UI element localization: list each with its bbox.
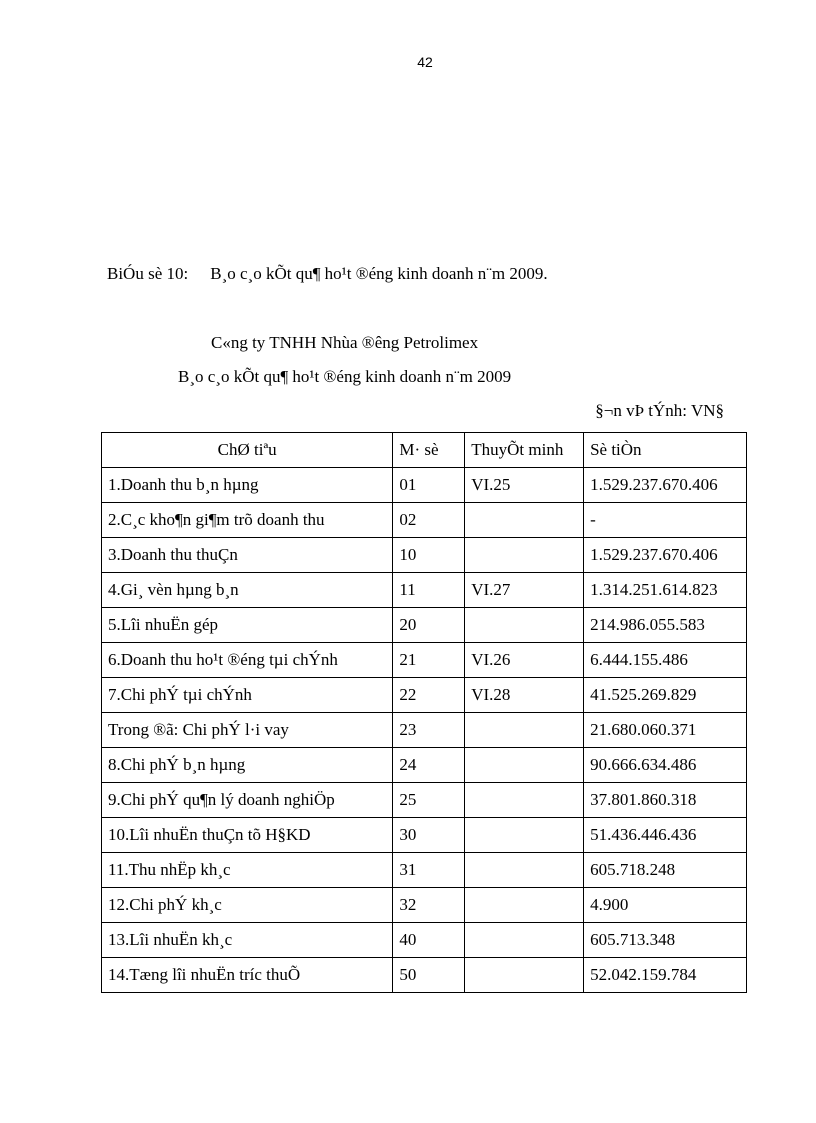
row-code: 30 [393, 818, 465, 853]
income-statement-table [101, 432, 747, 993]
table-row [102, 923, 747, 958]
row-note [465, 853, 584, 888]
row-amount: 605.713.348 [584, 923, 747, 958]
row-name: 7.Chi phÝ tµi chÝnh [102, 678, 393, 713]
table-row [102, 888, 747, 923]
row-note: VI.25 [465, 468, 584, 503]
table-row [102, 573, 747, 608]
row-name: 2.C¸c kho¶n gi¶m trõ doanh thu [102, 503, 393, 538]
row-code: 32 [393, 888, 465, 923]
row-name: 11.Thu nhËp kh¸c [102, 853, 393, 888]
table-row [102, 468, 747, 503]
row-note [465, 748, 584, 783]
row-code: 25 [393, 783, 465, 818]
row-note [465, 538, 584, 573]
row-amount: 214.986.055.583 [584, 608, 747, 643]
caption-label: BiÓu sè 10: [107, 264, 189, 283]
row-note [465, 888, 584, 923]
row-note [465, 958, 584, 993]
row-amount: 51.436.446.436 [584, 818, 747, 853]
row-note [465, 503, 584, 538]
row-code: 50 [393, 958, 465, 993]
row-amount: 37.801.860.318 [584, 783, 747, 818]
row-name: 1.Doanh thu b¸n hµng [102, 468, 393, 503]
row-name: 3.Doanh thu thuÇn [102, 538, 393, 573]
row-note [465, 783, 584, 818]
row-amount: 1.529.237.670.406 [584, 538, 747, 573]
row-note: VI.27 [465, 573, 584, 608]
row-note: VI.26 [465, 643, 584, 678]
row-name: Trong ®ã: Chi phÝ l·i vay [102, 713, 393, 748]
table-row [102, 853, 747, 888]
header-target: ChØ tiªu [102, 433, 393, 468]
row-amount: 52.042.159.784 [584, 958, 747, 993]
table-row [102, 678, 747, 713]
row-name: 10.Lîi nhuËn thuÇn tõ H§KD [102, 818, 393, 853]
header-note: ThuyÕt minh [465, 433, 584, 468]
report-title: B¸o c¸o kÕt qu¶ ho¹t ®éng kinh doanh n¨m 2009 [178, 367, 512, 386]
header-amount: Sè tiÒn [584, 433, 747, 468]
currency-unit: §¬n vÞ tÝnh: VN§ [595, 401, 724, 420]
row-name: 5.Lîi nhuËn gép [102, 608, 393, 643]
table-row [102, 643, 747, 678]
table-row [102, 538, 747, 573]
row-code: 23 [393, 713, 465, 748]
row-amount: 605.718.248 [584, 853, 747, 888]
row-note [465, 713, 584, 748]
row-code: 31 [393, 853, 465, 888]
row-name: 8.Chi phÝ b¸n hµng [102, 748, 393, 783]
row-amount: 6.444.155.486 [584, 643, 747, 678]
row-note [465, 608, 584, 643]
row-code: 20 [393, 608, 465, 643]
table-row [102, 608, 747, 643]
company-name: C«ng ty TNHH Nhùa ®êng Petrolimex [211, 333, 479, 352]
row-amount: 1.314.251.614.823 [584, 573, 747, 608]
figure-caption [107, 264, 548, 284]
row-amount: 4.900 [584, 888, 747, 923]
page-number: 42 [417, 54, 433, 70]
table-row [102, 818, 747, 853]
row-amount: 1.529.237.670.406 [584, 468, 747, 503]
row-name: 13.Lîi nhuËn kh¸c [102, 923, 393, 958]
header-code: M· sè [393, 433, 465, 468]
table-row [102, 958, 747, 993]
table-header-row [102, 433, 747, 468]
row-name: 12.Chi phÝ kh¸c [102, 888, 393, 923]
row-note [465, 818, 584, 853]
row-code: 24 [393, 748, 465, 783]
table-row [102, 748, 747, 783]
row-name: 14.Tæng lîi nhuËn tríc thuÕ [102, 958, 393, 993]
row-name: 4.Gi¸ vèn hµng b¸n [102, 573, 393, 608]
row-code: 22 [393, 678, 465, 713]
row-code: 21 [393, 643, 465, 678]
row-code: 11 [393, 573, 465, 608]
row-amount: 41.525.269.829 [584, 678, 747, 713]
table-row [102, 713, 747, 748]
row-note: VI.28 [465, 678, 584, 713]
row-name: 9.Chi phÝ qu¶n lý doanh nghiÖp [102, 783, 393, 818]
table-row [102, 783, 747, 818]
row-code: 02 [393, 503, 465, 538]
caption-title: B¸o c¸o kÕt qu¶ ho¹t ®éng kinh doanh n¨m 2009. [210, 264, 548, 283]
table-row [102, 503, 747, 538]
row-name: 6.Doanh thu ho¹t ®éng tµi chÝnh [102, 643, 393, 678]
row-code: 40 [393, 923, 465, 958]
row-code: 10 [393, 538, 465, 573]
row-amount: - [584, 503, 747, 538]
row-note [465, 923, 584, 958]
row-amount: 90.666.634.486 [584, 748, 747, 783]
row-code: 01 [393, 468, 465, 503]
row-amount: 21.680.060.371 [584, 713, 747, 748]
